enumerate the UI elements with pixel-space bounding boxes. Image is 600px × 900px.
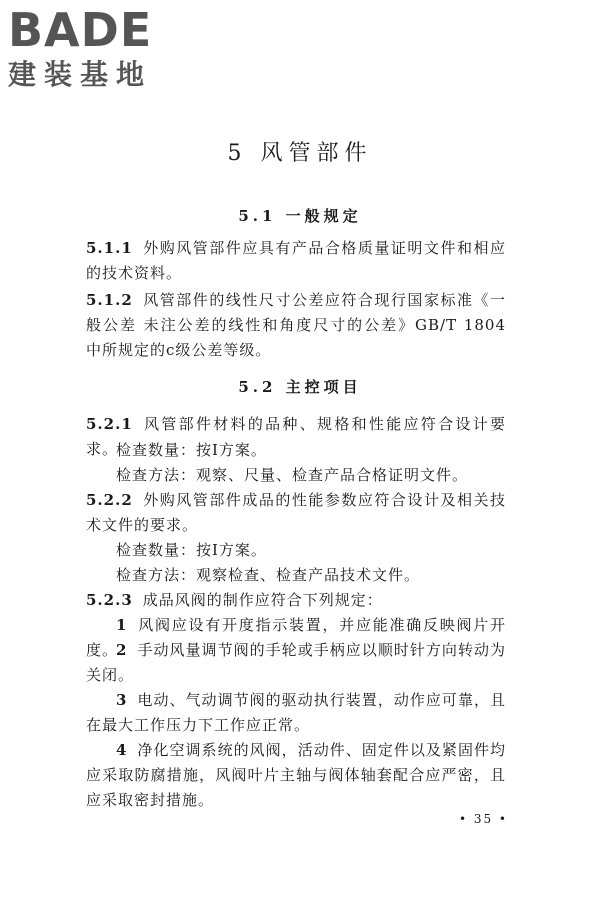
logo-subtitle: 建装基地 (8, 58, 153, 91)
clause-text: 手动风量调节阀的手轮或手柄应以顺时针方向转动为关闭。 (86, 641, 506, 684)
clause-text: 外购风管部件应具有产品合格质量证明文件和相应的技术资料。 (86, 239, 506, 282)
clause-5-2-3 (86, 588, 506, 613)
logo (8, 4, 178, 92)
item-number: 4 (116, 741, 128, 759)
clause-number: 5.2.1 (86, 415, 133, 433)
logo-brand (8, 4, 178, 56)
clause-text: 净化空调系统的风阀，活动件、固定件以及紧固件均应采取防腐措施，风阀叶片主轴与阀体轴套配合应严密，且应采取密封措施。 (86, 741, 506, 809)
clause-5-2-2 (86, 488, 506, 538)
clause-number: 5.1.1 (86, 239, 133, 257)
clause-text: 检查数量：按Ⅰ方案。 (116, 441, 267, 459)
inspection-quantity (116, 538, 506, 563)
clause-number: 5.1.2 (86, 291, 133, 309)
clause-text: 检查方法：观察检查、检查产品技术文件。 (116, 566, 421, 584)
clause-text: 外购风管部件成品的性能参数应符合设计及相关技术文件的要求。 (86, 491, 506, 534)
clause-item-4 (86, 738, 506, 813)
page-number: • 35 • (458, 812, 508, 826)
clause-number: 5.2.2 (86, 491, 133, 509)
item-number: 3 (116, 691, 128, 709)
logo-brand-text: BADE (8, 3, 153, 57)
clause-item-3 (86, 688, 506, 738)
inspection-method (116, 563, 506, 588)
section-title-5-2: 5.2 主控项目 (238, 378, 362, 396)
section-title-5-1: 5.1 一般规定 (238, 207, 362, 225)
clause-text: 检查数量：按Ⅰ方案。 (116, 541, 267, 559)
clause-text: 电动、气动调节阀的驱动执行装置，动作应可靠，且在最大工作压力下工作应正常。 (86, 691, 506, 734)
clause-text: 风管部件材料的品种、规格和性能应符合设计要求。 (86, 415, 506, 458)
clause-text: 风管部件的线性尺寸公差应符合现行国家标准《一般公差 未注公差的线性和角度尺寸的公差》GB/T 1804 中所规定的c级公差等级。 (86, 291, 506, 359)
item-number: 2 (116, 641, 128, 659)
clause-5-1-1 (86, 236, 506, 286)
clause-text: 风阀应设有开度指示装置，并应能准确反映阀片开度。 (86, 616, 506, 659)
clause-item-2 (86, 638, 506, 688)
inspection-method (116, 463, 506, 488)
chapter-title: 5 风管部件 (227, 141, 373, 166)
clause-text: 成品风阀的制作应符合下列规定： (142, 591, 383, 609)
inspection-quantity (116, 438, 506, 463)
clause-5-1-2 (86, 288, 506, 363)
item-number: 1 (116, 616, 128, 634)
clause-text: 检查方法：观察、尺量、检查产品合格证明文件。 (116, 466, 469, 484)
clause-number: 5.2.3 (86, 591, 133, 609)
